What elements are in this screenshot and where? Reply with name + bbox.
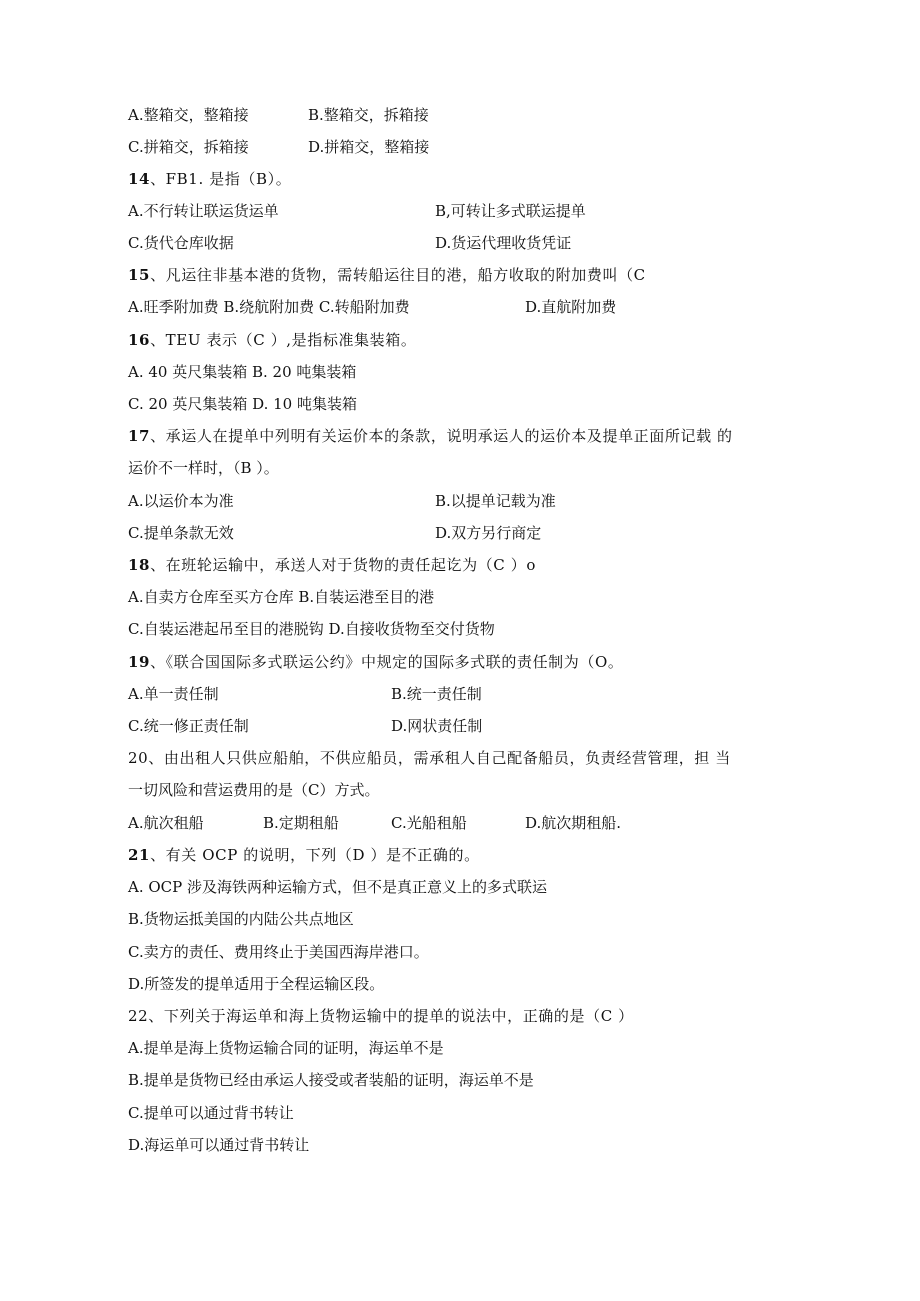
question-17-continuation xyxy=(128,456,279,480)
question-number: 19 xyxy=(128,653,151,671)
option-17-d: D.双方另行商定 xyxy=(435,524,542,542)
question-number: 14 xyxy=(128,170,151,188)
question-19 xyxy=(128,650,623,674)
option-22-d xyxy=(128,1133,309,1157)
option-text: D.所签发的提单适用于全程运输区段。 xyxy=(128,975,385,993)
question-17 xyxy=(128,424,733,448)
question-number: 16 xyxy=(128,331,151,349)
option-13-c: C.拼箱交，拆箱接 xyxy=(128,138,249,156)
question-text: 、FB1. 是指（B）。 xyxy=(150,170,292,188)
question-20 xyxy=(128,746,731,770)
question-number: 17 xyxy=(128,427,151,445)
option-17-c: C.提单条款无效 xyxy=(128,524,234,542)
option-text: C.卖方的责任、费用终止于美国西海岸港口。 xyxy=(128,943,429,961)
option-18-ab: A.自卖方仓库至买方仓库 B.自装运港至目的港 xyxy=(128,588,435,606)
option-17-b: B.以提单记载为准 xyxy=(435,492,556,510)
option-22-b xyxy=(128,1068,534,1092)
option-16-ab: A. 40 英尺集装箱 B. 20 吨集装箱 xyxy=(128,363,357,381)
option-text: D.海运单可以通过背书转让 xyxy=(128,1136,310,1154)
option-21-c xyxy=(128,940,429,964)
question-14 xyxy=(128,167,291,191)
option-14-b: B,可转让多式联运提单 xyxy=(435,202,586,220)
option-text: C.提单可以通过背书转让 xyxy=(128,1104,294,1122)
option-21-d xyxy=(128,972,384,996)
option-19-d: D.网状责任制 xyxy=(391,717,483,735)
question-number: 18 xyxy=(128,556,151,574)
question-text: 22、下列关于海运单和海上货物运输中的提单的说法中，正确的是（C ） xyxy=(128,1007,634,1025)
question-text: 、凡运往非基本港的货物，需转船运往目的港，船方收取的附加费叫（C xyxy=(150,266,646,284)
option-20-b: B.定期租船 xyxy=(263,814,339,832)
option-13-a: A.整箱交，整箱接 xyxy=(128,106,249,124)
question-18 xyxy=(128,553,536,577)
option-text: B.提单是货物已经由承运人接受或者装船的证明，海运单不是 xyxy=(128,1071,534,1089)
question-16 xyxy=(128,328,416,352)
option-text: A. OCP 涉及海铁两种运输方式，但不是真正意义上的多式联运 xyxy=(128,878,548,896)
option-13-b: B.整箱交，拆箱接 xyxy=(308,106,429,124)
option-15-d: D.直航附加费 xyxy=(525,298,617,316)
question-number: 15 xyxy=(128,266,151,284)
option-19-c: C.统一修正责任制 xyxy=(128,717,249,735)
option-14-c: C.货代仓库收据 xyxy=(128,234,234,252)
question-21 xyxy=(128,843,480,867)
question-text: 、TEU 表示（C ）,是指标准集装箱。 xyxy=(150,331,417,349)
question-text: 运价不一样时，（B ）。 xyxy=(128,459,279,477)
question-number: 21 xyxy=(128,846,151,864)
option-22-c xyxy=(128,1101,294,1125)
option-18-cd: C.自装运港起吊至目的港脱钩 D.自接收货物至交付货物 xyxy=(128,620,495,638)
option-19-a: A.单一责任制 xyxy=(128,685,219,703)
question-22 xyxy=(128,1004,634,1028)
option-text: A.提单是海上货物运输合同的证明，海运单不是 xyxy=(128,1039,444,1057)
option-19-b: B.统一责任制 xyxy=(391,685,482,703)
question-text: 、有关 OCP 的说明，下列（D ）是不正确的。 xyxy=(150,846,480,864)
option-text: B.货物运抵美国的内陆公共点地区 xyxy=(128,910,354,928)
option-21-a xyxy=(128,875,547,899)
option-13-d: D.拼箱交，整箱接 xyxy=(308,138,430,156)
option-21-b xyxy=(128,907,354,931)
option-16-cd: C. 20 英尺集装箱 D. 10 吨集装箱 xyxy=(128,395,357,413)
option-20-a: A.航次租船 xyxy=(128,814,204,832)
question-text: 20、由出租人只供应船舶，不供应船员，需承租人自己配备船员，负责经营管理，担 当 xyxy=(128,749,731,767)
option-14-d: D.货运代理收货凭证 xyxy=(435,234,572,252)
option-22-a xyxy=(128,1036,444,1060)
question-text: 、在班轮运输中，承送人对于货物的责任起讫为（C ）o xyxy=(150,556,536,574)
question-15 xyxy=(128,263,646,287)
question-text: 、《联合国国际多式联运公约》中规定的国际多式联的责任制为（O。 xyxy=(150,653,624,671)
option-14-a: A.不行转让联运货运单 xyxy=(128,202,279,220)
question-text: 、承运人在提单中列明有关运价本的条款，说明承运人的运价本及提单正面所记载 的 xyxy=(150,427,733,445)
option-20-d: D.航次期租船. xyxy=(525,814,622,832)
option-15-abc: A.旺季附加费 B.绕航附加费 C.转船附加费 xyxy=(128,298,410,316)
option-17-a: A.以运价本为准 xyxy=(128,492,234,510)
question-text: 一切风险和营运费用的是（C）方式。 xyxy=(128,781,380,799)
option-20-c: C.光船租船 xyxy=(391,814,467,832)
question-20-continuation xyxy=(128,778,379,802)
